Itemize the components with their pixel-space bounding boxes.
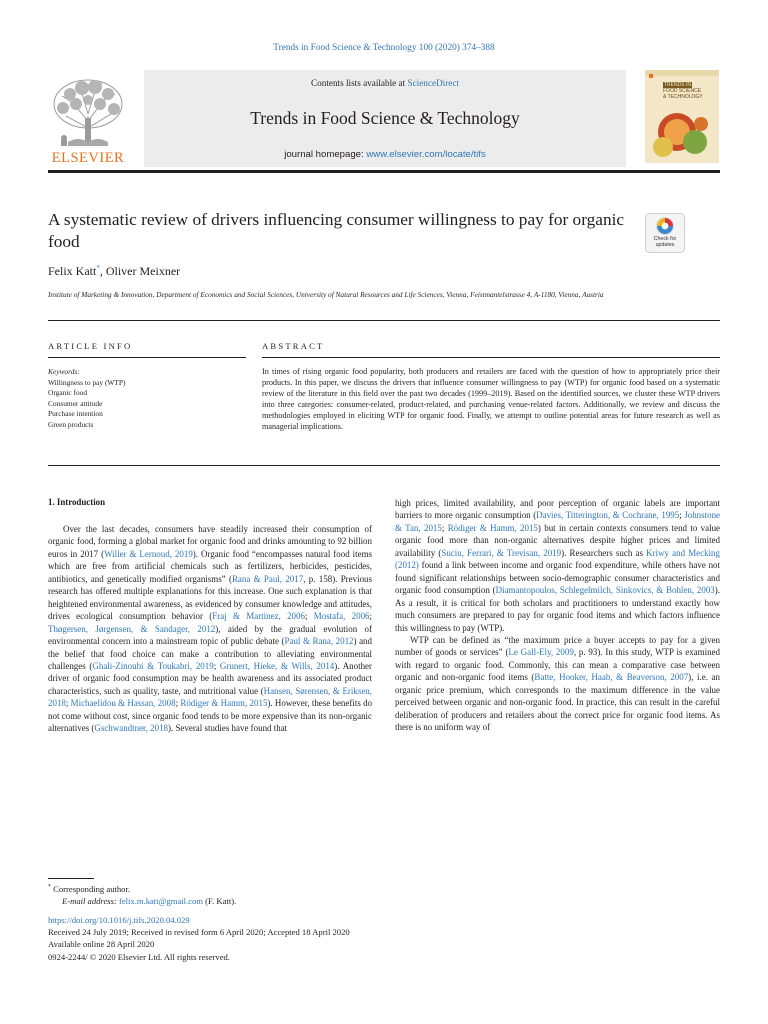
section-heading-introduction: 1. Introduction — [48, 497, 106, 507]
keywords-label: Keywords: — [48, 367, 80, 376]
citation-link[interactable]: Rödiger & Hamm, 2015 — [447, 522, 538, 533]
citation-link[interactable]: Grunert, Hieke, & Wills, 2014 — [219, 660, 335, 671]
contents-prefix: Contents lists available at — [311, 78, 408, 88]
crossmark-button[interactable] — [645, 213, 685, 253]
citation-link[interactable]: Kriwy and Mecking (2012) — [395, 547, 720, 571]
citation-link[interactable]: Thøgersen, Jørgensen, & Sandager, 2012 — [48, 623, 216, 634]
footnote-rule — [48, 878, 94, 879]
citation-link[interactable]: Le Gall-Ely, 2009 — [508, 647, 574, 658]
citation-link[interactable]: Johnstone & Tan, 2015 — [395, 510, 720, 533]
abstract-rule — [262, 357, 720, 358]
paragraph-text: ; — [369, 611, 372, 622]
copyright-line: 0924-2244/ © 2020 Elsevier Ltd. All rights reserved. — [48, 951, 230, 962]
author-affiliation: Institute of Marketing & Innovation, Department of Economics and Social Sciences, University of Natural Resources and Life Sciences, Vienna, Feistmantelstrasse 4, A-1180, Vienna, Austria — [48, 290, 604, 299]
paragraph-text: ) and the belief that food choice can make a contribution to alleviating environmental challenges ( — [48, 636, 372, 671]
footnote-corresponding-text: Corresponding author. — [51, 883, 131, 894]
cover-title-line-2: FOOD SCIENCE — [663, 88, 702, 94]
body-paragraph — [395, 497, 720, 634]
abstract-heading: ABSTRACT — [262, 341, 325, 351]
body-paragraph — [48, 523, 372, 735]
paragraph-text: ), aided by the gradual evolution of environmental concern into a mainstream topic of public debate ( — [48, 623, 372, 647]
received-dates: Received 24 July 2019; Received in revised form 6 April 2020; Accepted 18 April 2020 — [48, 927, 350, 938]
author-name[interactable]: Felix Katt — [48, 264, 97, 278]
homepage-link[interactable]: www.elsevier.com/locate/tifs — [366, 149, 486, 160]
contents-line — [144, 78, 626, 88]
homepage-label: journal homepage: — [284, 149, 367, 160]
paragraph-text: , p. 93). In this study, WTP is examined with regard to organic food. Commonly, this can mean a comparative case between organic and non-organic food items ( — [395, 647, 720, 683]
article-info-heading: ARTICLE INFO — [48, 341, 133, 351]
divider-rule — [48, 465, 720, 466]
keyword-item: Organic food — [48, 388, 88, 398]
paragraph-text: ), i.e. an organic price premium, which corresponds to the maximum difference in the value perceived between organic and non-organic food. In practice, this can result in the careful deliberation of producers and retailers about the correct price for organic food items. As there is no uniform way of — [395, 672, 720, 733]
paragraph-text: ; — [213, 660, 220, 671]
email-link[interactable]: felix.m.katt@gmail.com — [118, 896, 204, 907]
article-title: A systematic review of drivers influencing consumer willingness to pay for organic food — [48, 210, 625, 251]
homepage-line — [144, 149, 626, 160]
paragraph-text: ). As a result, it is critical for both scholars and practitioners to understand exactly how much consumers are prepared to pay for organic food items and which factors influence this willingness to pay (WTP). — [395, 585, 720, 633]
footnote-corresponding — [48, 881, 236, 895]
citation-link[interactable]: Hansen, Sørensen, & Eriksen, 2018 — [48, 685, 373, 709]
crossmark-label-line-2: updates — [655, 242, 675, 248]
paragraph-text: ; — [304, 611, 314, 622]
crossmark-label — [645, 236, 685, 248]
cover-title-line-1: TRENDS IN — [664, 82, 691, 88]
keyword-item: Green products — [48, 419, 94, 429]
cover-title-line-3: & TECHNOLOGY — [663, 94, 703, 100]
paragraph-text: ). Several studies have found that — [168, 723, 288, 734]
masthead-rule — [48, 170, 720, 173]
keyword-item: Purchase intention — [48, 409, 103, 419]
author-list — [48, 264, 180, 279]
crossmark-label-line-1: Check for — [653, 236, 677, 242]
cover-title — [663, 82, 717, 100]
citation-link[interactable]: Ghali-Zinoubi & Toukabri, 2019 — [92, 660, 214, 671]
citation-link[interactable]: Batte, Hooker, Haab, & Beaverson, 2007 — [534, 672, 689, 683]
author-separator: , — [99, 264, 106, 278]
paragraph-text: high prices, limited availability, and poor perception of organic labels are important barriers to more organic consumption ( — [395, 498, 720, 521]
sciencedirect-link[interactable]: ScienceDirect — [407, 78, 459, 88]
citation-link[interactable]: Rana & Paul, 2017 — [231, 573, 304, 584]
keyword-item: Consumer attitude — [48, 398, 103, 408]
elsevier-logo — [48, 76, 128, 166]
journal-cover-thumbnail[interactable] — [645, 70, 719, 163]
citation-link[interactable]: Fraj & Martinez, 2006 — [212, 611, 305, 622]
email-suffix: (F. Katt). — [203, 896, 237, 907]
paragraph-text: , p. 158). Previous research has offered multiple explanations for this increase. One such explanation is that heightened environmental awareness, as evidenced by consumer knowledge and attitudes, drives ecological consumption behavior ( — [48, 573, 372, 622]
citation-link[interactable]: Paul & Rana, 2012 — [284, 636, 354, 647]
divider-rule — [48, 320, 720, 321]
body-column-right — [395, 497, 720, 734]
paragraph-text: ). Researchers such as — [561, 547, 647, 558]
paragraph-text: ; — [65, 698, 71, 709]
citation-link[interactable]: Michaelidou & Hassan, 2008 — [70, 698, 176, 709]
doi-link[interactable]: https://doi.org/10.1016/j.tifs.2020.04.029 — [48, 915, 190, 925]
paragraph-text: WTP can be defined as “the maximum price a buyer accepts to pay for a given number of goods or services” ( — [395, 634, 720, 658]
journal-title[interactable]: Trends in Food Science & Technology — [250, 108, 520, 128]
abstract-text: In times of rising organic food popularity, both producers and retailers are faced with the question of how to appropriately price their products. In this paper, we discuss the drivers that influence consumer willingness to pay (WTP) for organic food based on a systematic review of the literature in this field over the past two decades (1999–2019). Based on the identified sources, we cluster these WTP drivers into three categories: consumer-related, product-related, and purchasing venue-related factors. Additionally, we review and discuss the methodologies employed in eliciting WTP for organic food. Finally, we attempt to outline potential areas for future research as well as managerial implications. — [262, 367, 720, 432]
available-online-date: Available online 28 April 2020 — [48, 939, 155, 950]
keywords-list — [48, 367, 248, 431]
paragraph-text: ). Another driver of organic food consumption may be health awareness and its associated product characteristics, such as quality, taste, and nutritional value ( — [48, 660, 372, 696]
paragraph-text: ; — [679, 510, 685, 521]
citation-link[interactable]: Gschwandtner, 2018 — [94, 723, 169, 734]
paragraph-text: ) but in certain contexts consumers tend to value organic food more than non-organic alternatives despite higher prices and limited availability ( — [395, 522, 721, 558]
citation-link[interactable]: Mostafa, 2006 — [313, 611, 370, 622]
paragraph-text: ). However, these benefits do not come without cost, since organic food tends to be more expensive than its non-organic alternatives ( — [48, 698, 373, 734]
paragraph-text: Over the last decades, consumers have steadily increased their consumption of organic food, forming a global market for organic food and drinks amounting to 92 billion euros in 2017 ( — [48, 524, 372, 559]
body-column-left — [48, 523, 372, 735]
author-name[interactable]: Oliver Meixner — [105, 264, 181, 278]
citation-link[interactable]: Suciu, Ferrari, & Trevisan, 2019 — [441, 547, 562, 558]
footnote — [48, 881, 236, 908]
citation-link[interactable]: Willer & Lernoud, 2019 — [104, 548, 193, 559]
citation-link[interactable]: Diamantopoulos, Schlegelmilch, Sinkovics, & Bohlen, 2003 — [495, 585, 715, 596]
journal-info-box — [144, 70, 626, 167]
citation-link[interactable]: Rödiger & Hamm, 2015 — [180, 698, 268, 709]
paragraph-text: ; — [441, 522, 448, 533]
paragraph-text: ; — [175, 698, 181, 709]
footnote-email — [48, 895, 236, 907]
journal-masthead — [48, 70, 720, 168]
corresponding-author-mark[interactable]: * — [96, 264, 100, 272]
paragraph-text: found a link between income and organic food expenditure, while others have not found significant relationships between socio-demographic consumer characteristics and organic food consumption ( — [395, 560, 720, 596]
publication-history — [48, 914, 350, 963]
paragraph-text: ). Organic food “encompasses natural food items which are free from artificial chemicals such as fertilizers, herbicides, pesticides, antibiotics, and genetically modified organisms” ( — [48, 548, 373, 584]
footnote-mark: * — [48, 884, 51, 890]
body-paragraph — [395, 634, 720, 734]
article-info-rule — [48, 357, 246, 358]
email-label: E-mail address: — [62, 896, 119, 907]
citation-link[interactable]: Davies, Titterington, & Cochrane, 1995 — [536, 510, 680, 521]
elsevier-wordmark: ELSEVIER — [51, 150, 125, 166]
keyword-item: Willingness to pay (WTP) — [48, 377, 126, 387]
journal-citation[interactable]: Trends in Food Science & Technology 100 (2020) 374–388 — [273, 43, 495, 53]
